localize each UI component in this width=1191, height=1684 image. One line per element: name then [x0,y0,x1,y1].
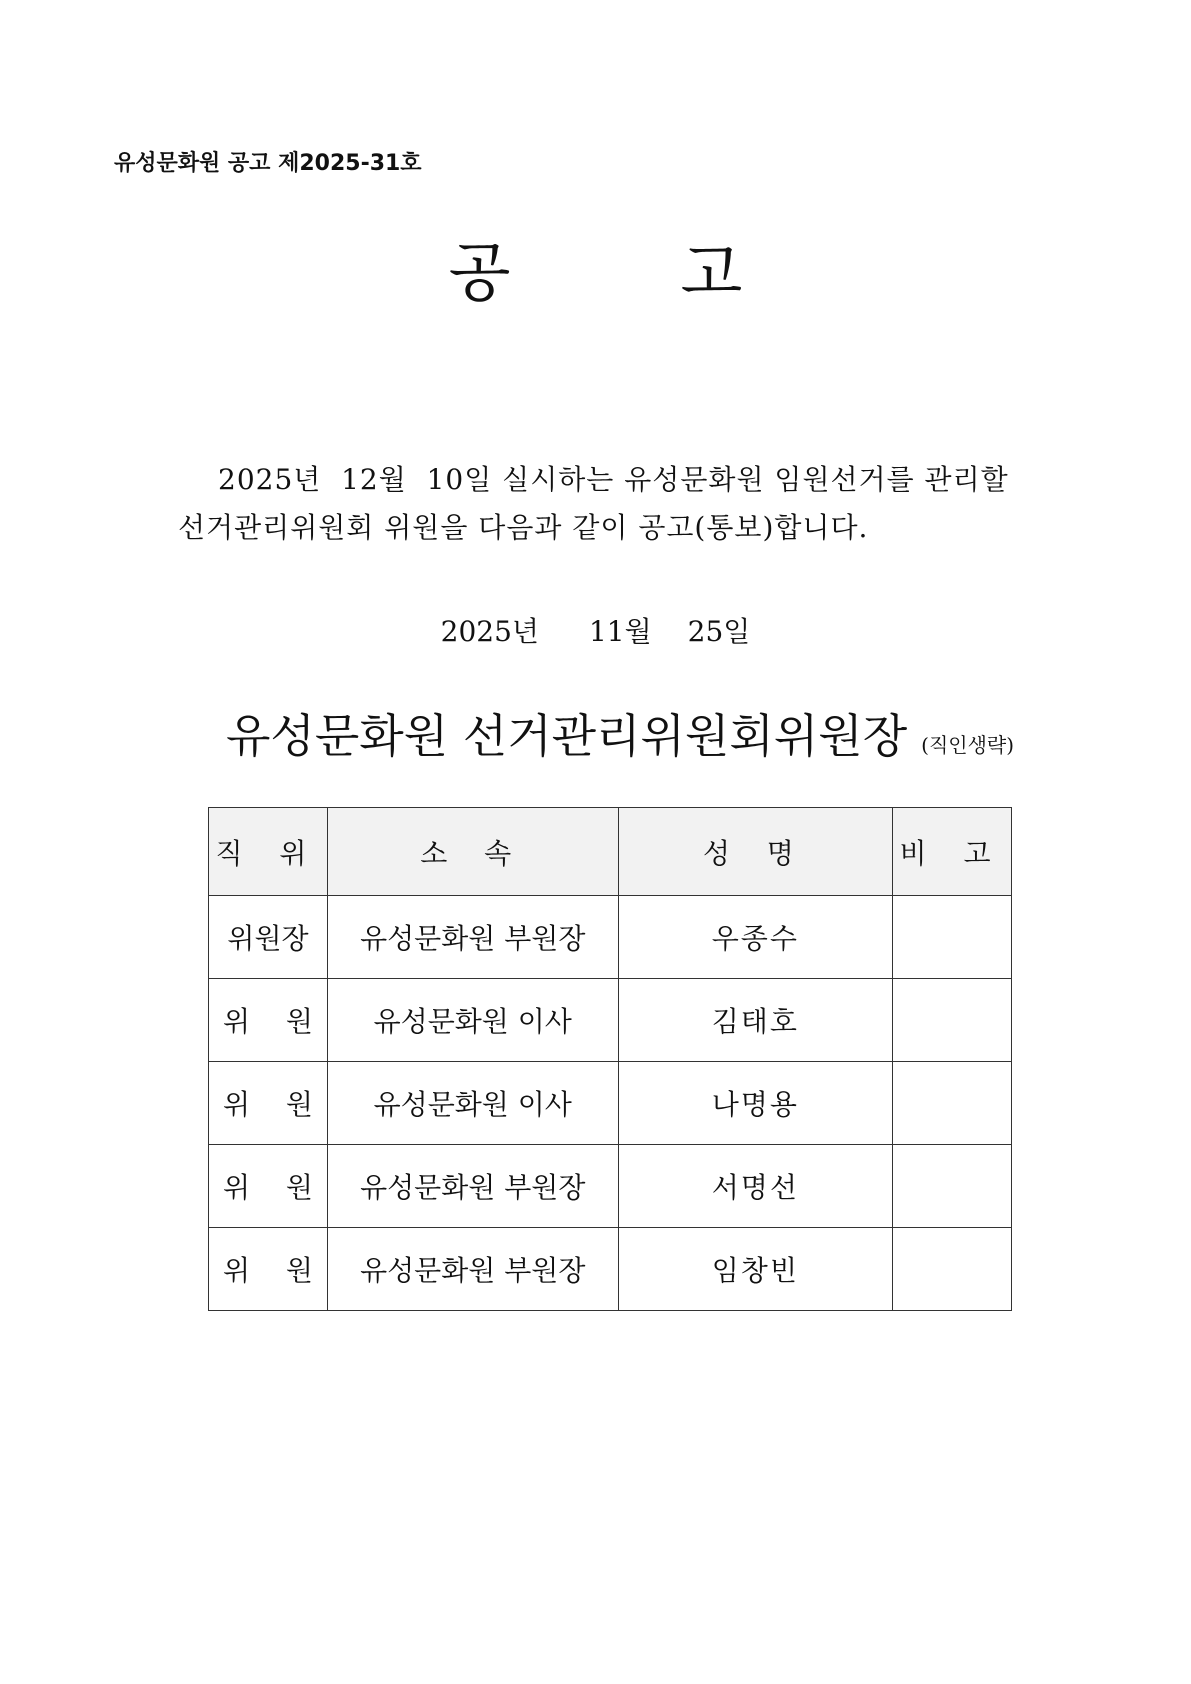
position-char: 위 [223,1005,251,1038]
signature-name: 유성문화원 선거관리위원회위원장 [226,709,908,763]
cell-name: 우종수 [618,896,893,979]
announcement-body [178,456,1038,552]
header-note: 비 고 [893,808,1012,896]
table-row [209,896,1012,979]
header-position: 직 위 [209,808,328,896]
cell-note [893,896,1012,979]
cell-position: 위원장 [209,896,328,979]
body-line-2: 선거관리위원회 위원을 다음과 같이 공고(통보)합니다. [178,511,869,544]
table-row [209,1062,1012,1145]
cell-name: 김태호 [618,979,893,1062]
document-number: 유성문화원 공고 제2025-31호 [114,151,422,176]
cell-note [893,1062,1012,1145]
cell-position [209,1228,328,1311]
date-month: 11월 [588,615,652,648]
position-char: 위 [223,1254,251,1287]
seal-note: (직인생략) [921,733,1015,757]
cell-note [893,1228,1012,1311]
cell-position [209,1062,328,1145]
announcement-date [0,610,1191,650]
cell-position [209,1145,328,1228]
position-char: 원 [285,1171,313,1204]
header-name: 성 명 [618,808,893,896]
committee-members-table [208,807,1012,1311]
title-char-2: 고 [680,237,743,311]
table-row [209,1145,1012,1228]
cell-name: 임창빈 [618,1228,893,1311]
cell-note [893,1145,1012,1228]
position-char: 위 [223,1171,251,1204]
cell-affiliation: 유성문화원 부원장 [327,1228,618,1311]
table-row [209,1228,1012,1311]
document-title [0,222,1191,314]
position-char: 원 [285,1088,313,1121]
cell-affiliation: 유성문화원 이사 [327,979,618,1062]
signature-line [226,700,1014,766]
position-char: 원 [285,1005,313,1038]
position-char: 원 [285,1254,313,1287]
date-day: 25일 [687,615,751,648]
cell-name: 서명선 [618,1145,893,1228]
table-header-row [209,808,1012,896]
table-row [209,979,1012,1062]
title-char-1: 공 [448,237,511,311]
cell-note [893,979,1012,1062]
cell-affiliation: 유성문화원 부원장 [327,896,618,979]
header-affiliation: 소 속 [327,808,618,896]
position-char: 위 [223,1088,251,1121]
cell-affiliation: 유성문화원 이사 [327,1062,618,1145]
body-line-1: 2025년 12월 10일 실시하는 유성문화원 임원선거를 관리할 [218,463,1009,496]
cell-affiliation: 유성문화원 부원장 [327,1145,618,1228]
cell-name: 나명용 [618,1062,893,1145]
date-year: 2025년 [440,615,539,648]
cell-position [209,979,328,1062]
